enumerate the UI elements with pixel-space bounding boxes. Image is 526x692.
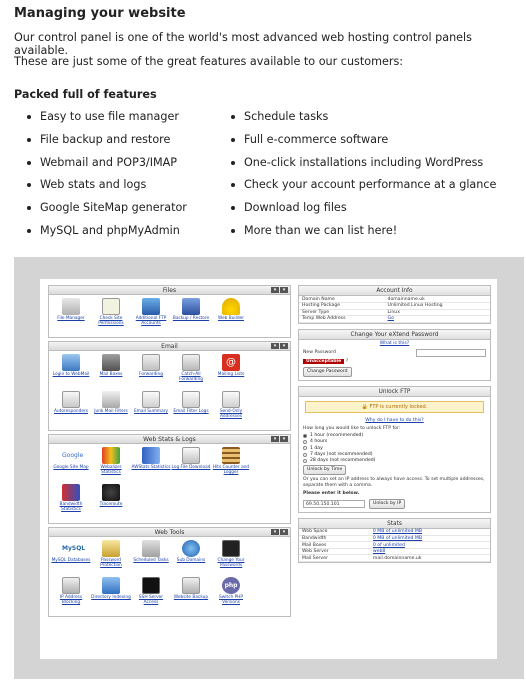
hits-counter-button[interactable]: Hits Counter and Logger — [211, 447, 251, 484]
traceroute-button[interactable]: Traceroute — [91, 484, 131, 521]
autoresponder-icon — [62, 391, 80, 408]
key-icon — [102, 540, 120, 557]
feature-item: File backup and restore — [14, 133, 187, 156]
password-icon — [222, 540, 240, 557]
collapse-icon[interactable]: ▾ — [271, 436, 279, 442]
files-section — [48, 285, 291, 338]
help-icon[interactable]: ? — [345, 358, 349, 364]
expand-icon[interactable]: ▾ — [280, 287, 288, 293]
mailing-lists-button[interactable]: @ Mailing Lists — [211, 354, 251, 391]
web-builder-button[interactable]: Web Builder — [211, 298, 251, 335]
email-title: Email — [161, 343, 178, 350]
ftp-option-radio[interactable]: 7 days (not recommended) — [299, 451, 490, 457]
sub-domains-button[interactable]: Sub Domains — [171, 540, 211, 577]
radio-selected-icon — [303, 434, 307, 438]
check-permissions-button[interactable]: Check Site Permissions — [91, 298, 131, 335]
terminal-icon — [142, 577, 160, 594]
mailbox-icon — [102, 354, 120, 371]
ftp-accounts-button[interactable]: Additional FTP Accounts — [131, 298, 171, 335]
cp-right-column — [298, 285, 491, 568]
summary-icon — [142, 391, 160, 408]
email-filter-logs-button[interactable]: Email Filter Logs — [171, 391, 211, 428]
why-link[interactable]: Why do I have to do this? — [365, 417, 424, 423]
ftp-option-radio[interactable]: 1 hour (recommended) — [299, 433, 490, 439]
switch-php-button[interactable]: php Switch PHP Versions — [211, 577, 251, 614]
collapse-icon[interactable]: ▾ — [271, 343, 279, 349]
ip-address-input[interactable]: 69.50.150.101 — [303, 500, 365, 508]
scheduled-tasks-button[interactable]: Scheduled Tasks — [131, 540, 171, 577]
temp-web-address-link[interactable]: Go — [387, 316, 394, 322]
intro-text-2: These are just some of the great features available to our customers: — [14, 55, 404, 68]
log-file-icon — [182, 447, 200, 464]
feature-item: Schedule tasks — [218, 110, 496, 133]
ftp-locked-status: 🔒 FTP is currently locked. — [305, 401, 484, 413]
bandwidth-icon — [62, 484, 80, 501]
new-password-label: New Password — [303, 349, 336, 355]
website-backup-button[interactable]: Website Backup — [171, 577, 211, 614]
folder-icon — [62, 298, 80, 315]
ftp-question: How long you would like to unlock FTP for: — [303, 425, 401, 431]
binoculars-icon — [102, 484, 120, 501]
feature-item: One-click installations including WordPress — [218, 156, 496, 179]
mysql-button[interactable]: MySQL MySQL Databases — [51, 540, 91, 577]
what-is-this-link[interactable]: What is this? — [379, 340, 410, 346]
feature-item: Google SiteMap generator — [14, 201, 187, 224]
email-summary-button[interactable]: Email Summary — [131, 391, 171, 428]
google-icon: Google — [62, 452, 84, 459]
block-icon — [62, 577, 80, 594]
new-password-input[interactable] — [416, 349, 486, 357]
php-icon: php — [222, 577, 240, 594]
change-password-box — [298, 329, 491, 381]
web-tools-title: Web Tools — [154, 529, 185, 536]
filter-icon — [102, 391, 120, 408]
email-section — [48, 341, 291, 431]
ftp-icon — [142, 298, 160, 315]
forward-mail-icon — [142, 354, 160, 371]
feature-item: MySQL and phpMyAdmin — [14, 224, 187, 247]
stats-box: Stats Web Space 0 MB of unlimited MB Bandwidth 0 MB of unlimited MB Mail Boxes 0 of unlimited Web Server web8 Mail Server mail.domainname.uk — [298, 518, 491, 563]
google-sitemap-button[interactable]: Google Google Site Map — [51, 447, 91, 484]
autoresponders-button[interactable]: Autoresponders — [51, 391, 91, 428]
catch-all-icon — [182, 354, 200, 371]
lock-icon: 🔒 — [361, 403, 368, 410]
stats-title: Web Stats & Logs — [143, 436, 196, 443]
account-info-title: Account Info — [299, 286, 490, 296]
bandwidth-stats-button[interactable]: Bandwidth Statistics — [51, 484, 91, 521]
radio-icon — [303, 440, 307, 444]
directory-icon — [102, 577, 120, 594]
forwarding-button[interactable]: Forwarding — [131, 354, 171, 391]
floppy-icon — [182, 298, 200, 315]
ftp-option-radio[interactable]: 28 days (not recommended) — [299, 458, 490, 464]
ip-note: Or you can set an IP address to always have access. To set multiple addresses, separate them with a comma. — [303, 476, 485, 488]
radio-icon — [303, 459, 307, 463]
control-panel — [40, 279, 497, 659]
intro-text: Our control panel is one of the world's most advanced web hosting control panels available. — [14, 31, 472, 57]
radio-icon — [303, 446, 307, 450]
features-list-left — [14, 110, 187, 247]
expand-icon[interactable]: ▾ — [280, 343, 288, 349]
control-panel-screenshot — [14, 257, 524, 679]
backup-icon — [182, 577, 200, 594]
ftp-option-radio[interactable]: 1 day — [299, 445, 490, 451]
features-list-right — [218, 110, 496, 247]
mysql-icon: MySQL — [62, 545, 86, 552]
change-password-title: Change Your eXtend Password — [299, 330, 490, 340]
expand-icon[interactable]: ▾ — [280, 529, 288, 535]
feature-item: Easy to use file manager — [14, 110, 187, 133]
webalizer-button[interactable]: Webalizer Statistics — [91, 447, 131, 484]
expand-icon[interactable]: ▾ — [280, 436, 288, 442]
awstats-button[interactable]: AWStats Statistics — [131, 447, 171, 484]
enter-ip-label: Please enter it below. — [303, 490, 360, 496]
collapse-icon[interactable]: ▾ — [271, 287, 279, 293]
feature-item: Webmail and POP3/IMAP — [14, 156, 187, 179]
features-heading: Packed full of features — [14, 88, 157, 101]
feature-item: Full e-commerce software — [218, 133, 496, 156]
unlock-ftp-box — [298, 386, 491, 513]
directory-indexing-button[interactable]: Directory Indexing — [91, 577, 131, 614]
log-download-button[interactable]: Log File Download — [171, 447, 211, 484]
unlock-by-ip-button[interactable]: Unlock by IP — [369, 499, 405, 509]
strength-badge: Unacceptable — [303, 359, 344, 364]
stats-title: Stats — [299, 519, 490, 529]
collapse-icon[interactable]: ▾ — [271, 529, 279, 535]
file-manager-button[interactable]: File Manager — [51, 298, 91, 335]
web-tools-section — [48, 527, 291, 617]
mail-boxes-button[interactable]: Mail Boxes — [91, 354, 131, 391]
log-icon — [182, 391, 200, 408]
account-info-box: Account Info Domain Name domainname.uk Hosting Package Unlimited Linux Hosting Server Type Linux Temp Web Address Go — [298, 285, 491, 324]
feature-item: Web stats and logs — [14, 178, 187, 201]
radio-icon — [303, 453, 307, 457]
ssh-access-button[interactable]: SSH Server Access — [131, 577, 171, 614]
page-title: Managing your website — [14, 6, 186, 21]
change-passwords-button[interactable]: Change Your Passwords — [211, 540, 251, 577]
cp-left-column — [48, 285, 291, 620]
catch-all-button[interactable]: Catch-All Forwarding — [171, 354, 211, 391]
bar-chart-icon — [142, 447, 160, 464]
chart-icon — [102, 447, 120, 464]
feature-item: Download log files — [218, 201, 496, 224]
unlock-by-time-button[interactable]: Unlock by Time — [303, 465, 346, 475]
hardhat-icon — [222, 298, 240, 315]
junk-mail-filters-button[interactable]: Junk Mail Filters — [91, 391, 131, 428]
checklist-icon — [102, 298, 120, 315]
ip-blocking-button[interactable]: IP Address Blocking — [51, 577, 91, 614]
globe-icon — [182, 540, 200, 557]
change-password-button[interactable]: Change Password — [303, 367, 352, 377]
at-sign-icon: @ — [222, 354, 240, 371]
feature-item: Check your account performance at a glance — [218, 178, 496, 201]
abacus-icon — [222, 447, 240, 464]
unlock-ftp-title: Unlock FTP — [299, 387, 490, 397]
send-only-addresses-button[interactable]: Send-Only Addresses — [211, 391, 251, 428]
send-icon — [222, 391, 240, 408]
password-protection-button[interactable]: Password Protection — [91, 540, 131, 577]
ftp-option-radio[interactable]: 4 hours — [299, 439, 490, 445]
webmail-icon — [62, 354, 80, 371]
feature-item: More than we can list here! — [218, 224, 496, 247]
webmail-login-button[interactable]: Login to WebMail — [51, 354, 91, 391]
files-title: Files — [162, 287, 177, 294]
backup-restore-button[interactable]: Backup / Restore — [171, 298, 211, 335]
stats-section — [48, 434, 291, 524]
clock-icon — [142, 540, 160, 557]
